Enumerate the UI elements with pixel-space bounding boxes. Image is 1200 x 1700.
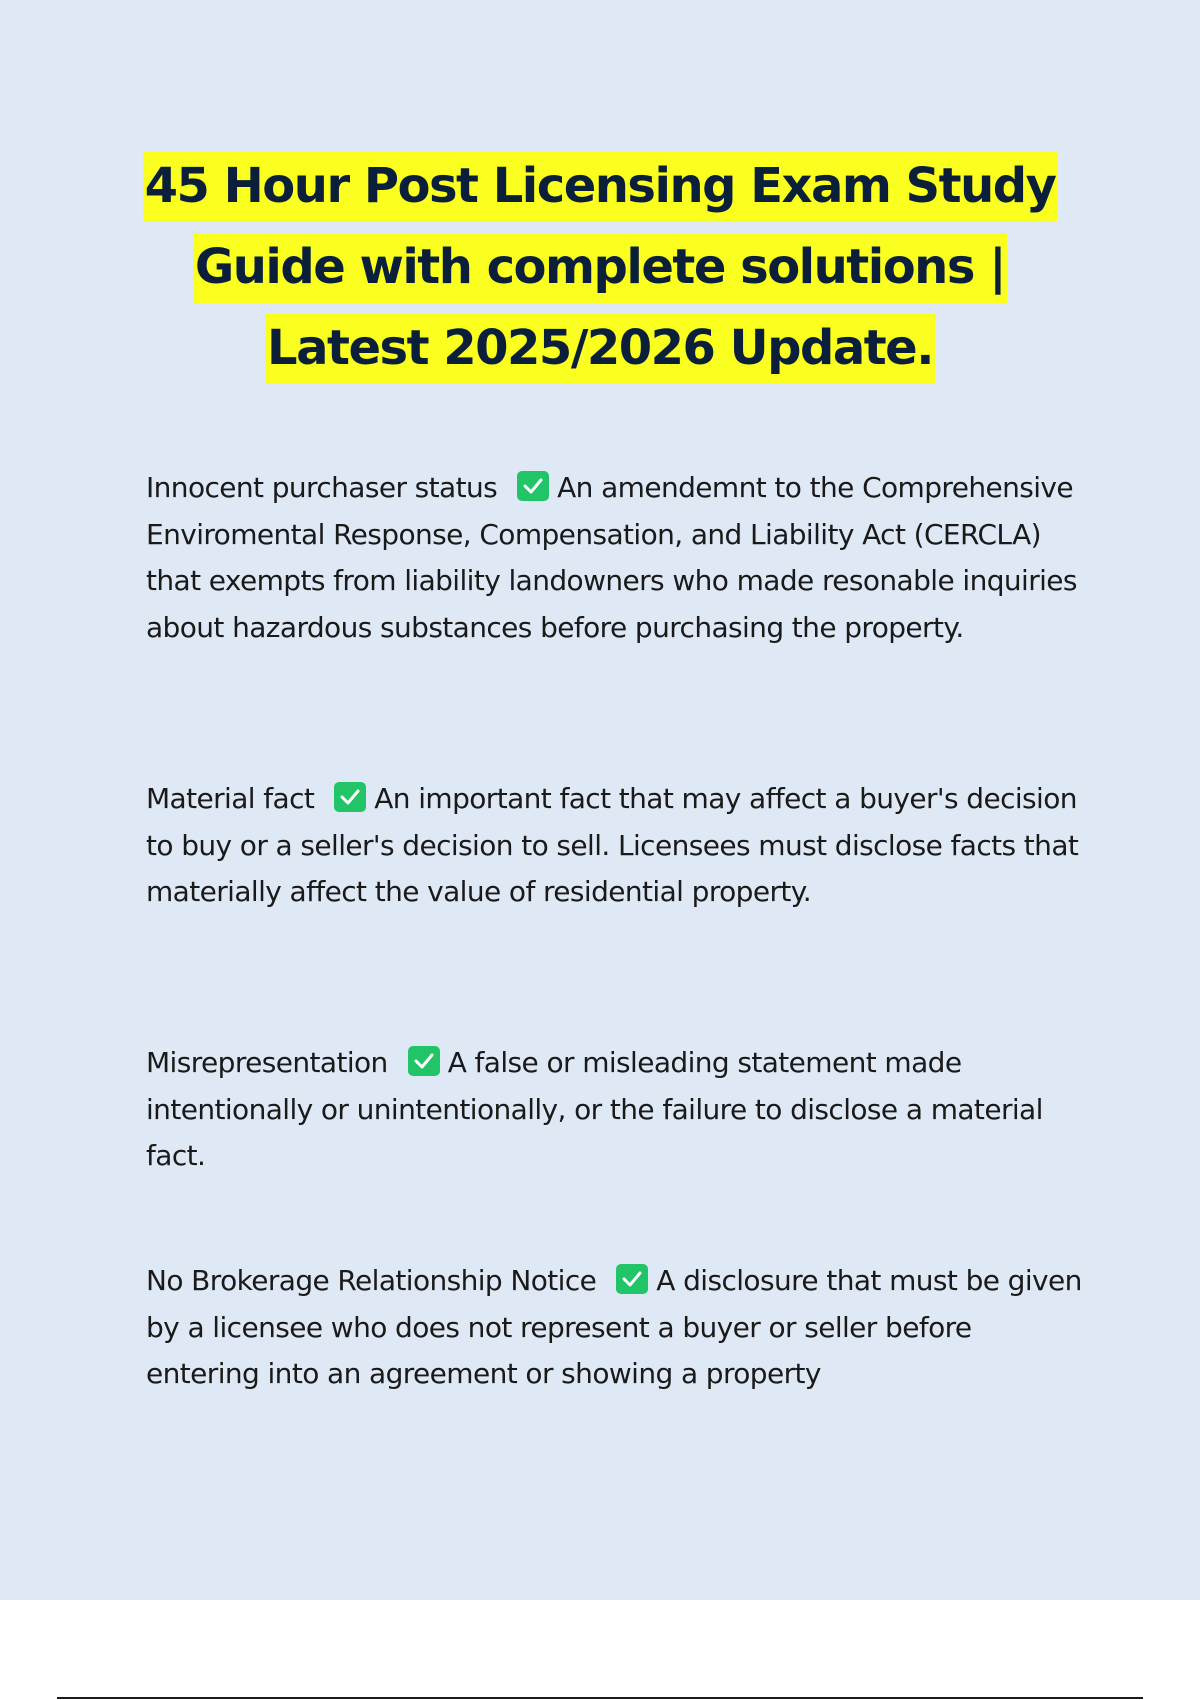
glossary-entry — [146, 1040, 1086, 1180]
check-mark-icon — [616, 1264, 648, 1294]
page-title — [130, 146, 1070, 389]
check-mark-icon — [517, 471, 549, 501]
entry-definition: An amendemnt to the Comprehensive Enviromental Response, Compensation, and Liability Act (CERCLA) that exempts from liability landowners who made resonable inquiries about hazardous substances before purchasing the property. — [146, 471, 1077, 644]
footer-divider — [57, 1697, 1143, 1699]
entry-term: Material fact — [146, 782, 315, 815]
entry-definition: An important fact that may affect a buyer's decision to buy or a seller's decision to sell. Licensees must disclose facts that materially affect the value of residential property. — [146, 782, 1079, 908]
check-mark-icon — [334, 782, 366, 812]
entry-definition: A false or misleading statement made intentionally or unintentionally, or the failure to disclose a material fact. — [146, 1046, 1043, 1172]
entry-term: Misrepresentation — [146, 1046, 388, 1079]
check-mark-icon — [408, 1046, 440, 1076]
entry-term: Innocent purchaser status — [146, 471, 498, 504]
entry-term: No Brokerage Relationship Notice — [146, 1264, 597, 1297]
glossary-entry — [146, 776, 1086, 916]
page-title-text: 45 Hour Post Licensing Exam Study Guide with complete solutions | Latest 2025/2026 Update. — [143, 152, 1058, 384]
title-block — [130, 146, 1070, 389]
entry-definition: A disclosure that must be given by a licensee who does not represent a buyer or seller before entering into an agreement or showing a property — [146, 1264, 1082, 1390]
glossary-entry — [146, 1258, 1086, 1398]
glossary-entry — [146, 465, 1086, 651]
